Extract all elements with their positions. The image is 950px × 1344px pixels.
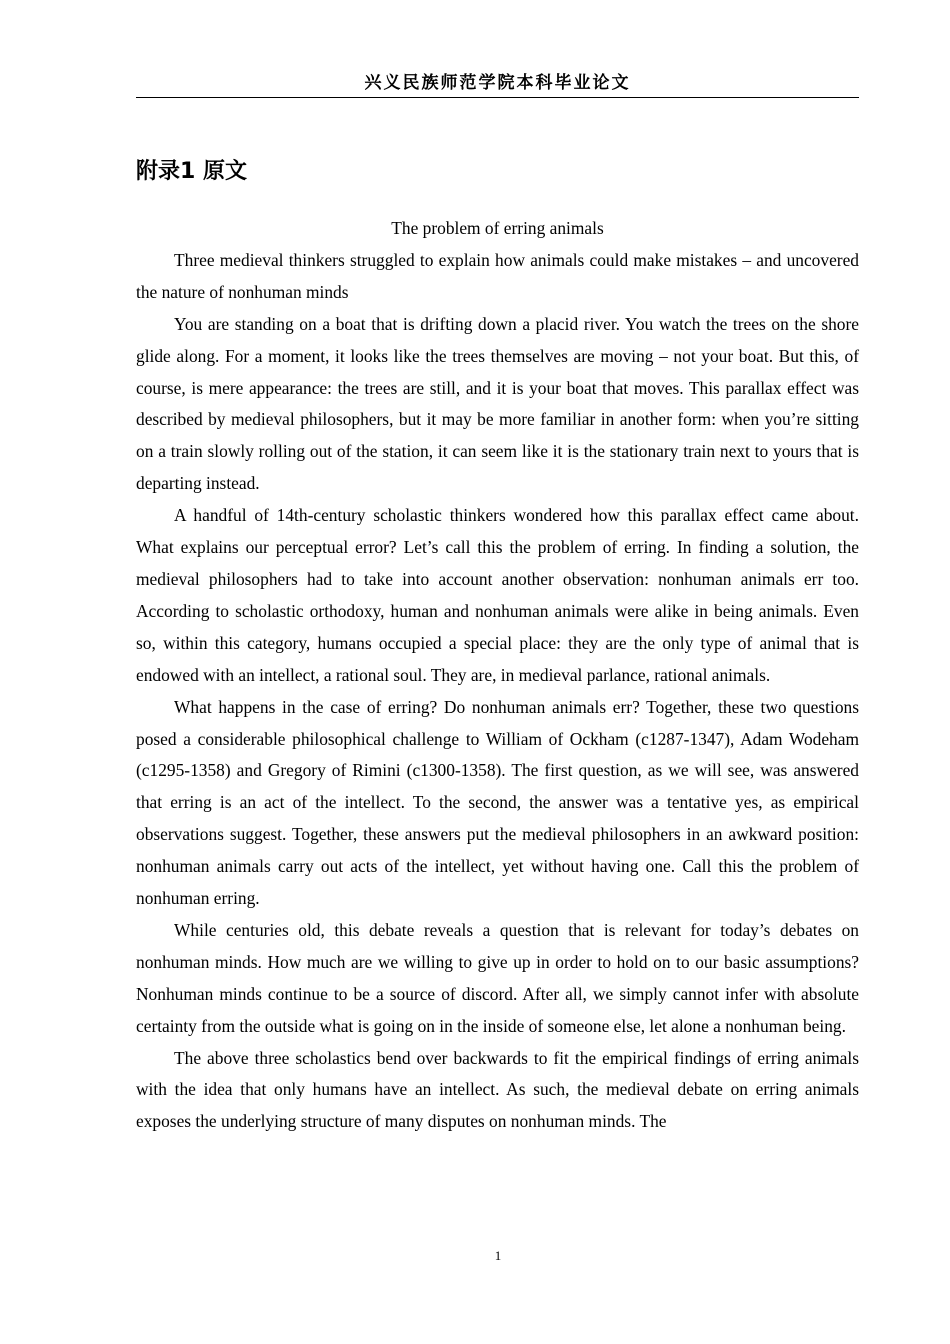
- page-header: [136, 70, 859, 98]
- paragraph: What happens in the case of erring? Do nonhuman animals err? Together, these two questions posed a considerable philosophical challenge to William of Ockham (c1287-1347), Adam Wodeham (c1295-1358) and Gregory of Rimini (c1300-1358). The first question, as we will see, was answered that erring is an act of the intellect. To the second, the answer was a tentative yes, as empirical observations suggest. Together, these answers put the medieval philosophers in an awkward position: nonhuman animals carry out acts of the intellect, yet without having one. Call this the problem of nonhuman erring.: [136, 696, 859, 909]
- page-number: 1: [494, 1248, 502, 1263]
- paragraph-subtitle: Three medieval thinkers struggled to explain how animals could make mistakes – and uncovered the nature of nonhuman minds: [136, 249, 859, 302]
- paragraph: The above three scholastics bend over backwards to fit the empirical findings of erring animals with the idea that only humans have an intellect. As such, the medieval debate on erring animals exposes the underlying structure of many disputes on nonhuman minds. The: [136, 1047, 859, 1132]
- article-title: The problem of erring animals: [391, 218, 604, 238]
- paragraph: A handful of 14th-century scholastic thinkers wondered how this parallax effect came about. What explains our perceptual error? Let’s call this the problem of erring. In finding a solution, the medieval philosophers had to take into account another observation: nonhuman animals err too. According to scholastic orthodoxy, human and nonhuman animals were alike in being animals. Even so, within this category, humans occupied a special place: they are the only type of animal that is endowed with an intellect, a rational soul. They are, in medieval parlance, rational animals.: [136, 505, 859, 685]
- paragraph: You are standing on a boat that is drifting down a placid river. You watch the trees on the shore glide along. For a moment, it looks like the trees themselves are moving – not your boat. But this, of course, is mere appearance: the trees are still, and it is your boat that moves. This parallax effect was described by medieval philosophers, but it may be more familiar in another form: when you’re sitting on a train slowly rolling out of the station, it can seem like it is the stationary train next to yours that is departing instead.: [136, 313, 859, 494]
- document-body: [136, 213, 859, 1138]
- paragraph: While centuries old, this debate reveals a question that is relevant for today’s debates on nonhuman minds. How much are we willing to give up in order to hold on to our basic assumptions? Nonhuman minds continue to be a source of discord. After all, we simply cannot infer with absolute certainty from the outside what is going on in the inside of someone else, let alone a nonhuman being.: [136, 919, 859, 1036]
- header-title: 兴义民族师范学院本科毕业论文: [364, 73, 631, 93]
- appendix-heading: 附录1 原文: [136, 159, 247, 184]
